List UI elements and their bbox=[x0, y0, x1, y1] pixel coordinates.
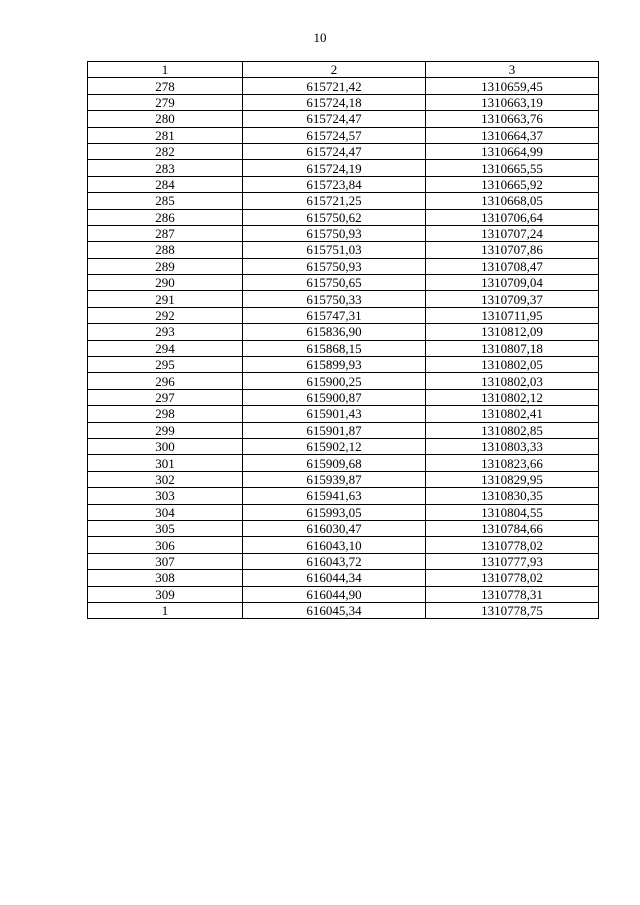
point-number-cell: 283 bbox=[88, 160, 243, 176]
y-coordinate-cell: 1310707,24 bbox=[426, 225, 599, 241]
point-number-cell: 288 bbox=[88, 242, 243, 258]
x-coordinate-cell: 615900,87 bbox=[243, 389, 426, 405]
point-number-cell: 308 bbox=[88, 570, 243, 586]
y-coordinate-cell: 1310665,92 bbox=[426, 176, 599, 192]
table-row bbox=[88, 602, 599, 618]
point-number-cell: 282 bbox=[88, 143, 243, 159]
x-coordinate-cell: 615939,87 bbox=[243, 471, 426, 487]
y-coordinate-cell: 1310778,02 bbox=[426, 570, 599, 586]
x-coordinate-cell: 615747,31 bbox=[243, 307, 426, 323]
point-number-cell: 279 bbox=[88, 94, 243, 110]
table-row bbox=[88, 94, 599, 110]
y-coordinate-cell: 1310706,64 bbox=[426, 209, 599, 225]
table-row bbox=[88, 570, 599, 586]
point-number-cell: 291 bbox=[88, 291, 243, 307]
point-number-cell: 296 bbox=[88, 373, 243, 389]
x-coordinate-cell: 615901,87 bbox=[243, 422, 426, 438]
point-number-cell: 1 bbox=[88, 602, 243, 618]
y-coordinate-cell: 1310804,55 bbox=[426, 504, 599, 520]
point-number-cell: 300 bbox=[88, 438, 243, 454]
y-coordinate-cell: 1310709,37 bbox=[426, 291, 599, 307]
y-coordinate-cell: 1310711,95 bbox=[426, 307, 599, 323]
table-row bbox=[88, 406, 599, 422]
table-row bbox=[88, 357, 599, 373]
y-coordinate-cell: 1310829,95 bbox=[426, 471, 599, 487]
x-coordinate-cell: 615724,57 bbox=[243, 127, 426, 143]
point-number-cell: 290 bbox=[88, 275, 243, 291]
column-header-2: 2 bbox=[243, 62, 426, 78]
point-number-cell: 301 bbox=[88, 455, 243, 471]
y-coordinate-cell: 1310812,09 bbox=[426, 324, 599, 340]
x-coordinate-cell: 615724,18 bbox=[243, 94, 426, 110]
y-coordinate-cell: 1310802,41 bbox=[426, 406, 599, 422]
y-coordinate-cell: 1310802,85 bbox=[426, 422, 599, 438]
x-coordinate-cell: 615902,12 bbox=[243, 438, 426, 454]
x-coordinate-cell: 615723,84 bbox=[243, 176, 426, 192]
table-row bbox=[88, 389, 599, 405]
y-coordinate-cell: 1310708,47 bbox=[426, 258, 599, 274]
y-coordinate-cell: 1310807,18 bbox=[426, 340, 599, 356]
point-number-cell: 299 bbox=[88, 422, 243, 438]
y-coordinate-cell: 1310668,05 bbox=[426, 193, 599, 209]
point-number-cell: 281 bbox=[88, 127, 243, 143]
table-row bbox=[88, 242, 599, 258]
y-coordinate-cell: 1310778,75 bbox=[426, 602, 599, 618]
page-number: 10 bbox=[313, 30, 327, 45]
point-number-cell: 303 bbox=[88, 488, 243, 504]
table-row bbox=[88, 193, 599, 209]
table-row bbox=[88, 307, 599, 323]
point-number-cell: 309 bbox=[88, 586, 243, 602]
table-row bbox=[88, 143, 599, 159]
x-coordinate-cell: 616043,72 bbox=[243, 553, 426, 569]
point-number-cell: 298 bbox=[88, 406, 243, 422]
point-number-cell: 297 bbox=[88, 389, 243, 405]
table-body bbox=[88, 78, 599, 619]
table-row bbox=[88, 291, 599, 307]
y-coordinate-cell: 1310784,66 bbox=[426, 520, 599, 536]
x-coordinate-cell: 616045,34 bbox=[243, 602, 426, 618]
x-coordinate-cell: 615909,68 bbox=[243, 455, 426, 471]
table-row bbox=[88, 78, 599, 94]
table-row bbox=[88, 553, 599, 569]
y-coordinate-cell: 1310830,35 bbox=[426, 488, 599, 504]
table-row bbox=[88, 373, 599, 389]
x-coordinate-cell: 615751,03 bbox=[243, 242, 426, 258]
x-coordinate-cell: 615899,93 bbox=[243, 357, 426, 373]
x-coordinate-cell: 616044,90 bbox=[243, 586, 426, 602]
table-row bbox=[88, 537, 599, 553]
table-row bbox=[88, 209, 599, 225]
y-coordinate-cell: 1310665,55 bbox=[426, 160, 599, 176]
x-coordinate-cell: 615900,25 bbox=[243, 373, 426, 389]
table-row bbox=[88, 340, 599, 356]
point-number-cell: 280 bbox=[88, 111, 243, 127]
y-coordinate-cell: 1310778,31 bbox=[426, 586, 599, 602]
table-row bbox=[88, 471, 599, 487]
y-coordinate-cell: 1310803,33 bbox=[426, 438, 599, 454]
y-coordinate-cell: 1310663,76 bbox=[426, 111, 599, 127]
x-coordinate-cell: 616030,47 bbox=[243, 520, 426, 536]
table-row bbox=[88, 275, 599, 291]
y-coordinate-cell: 1310664,37 bbox=[426, 127, 599, 143]
table-row bbox=[88, 422, 599, 438]
point-number-cell: 304 bbox=[88, 504, 243, 520]
coordinates-table bbox=[87, 61, 599, 619]
y-coordinate-cell: 1310707,86 bbox=[426, 242, 599, 258]
point-number-cell: 289 bbox=[88, 258, 243, 274]
x-coordinate-cell: 615750,62 bbox=[243, 209, 426, 225]
x-coordinate-cell: 615724,19 bbox=[243, 160, 426, 176]
point-number-cell: 287 bbox=[88, 225, 243, 241]
x-coordinate-cell: 615721,25 bbox=[243, 193, 426, 209]
point-number-cell: 305 bbox=[88, 520, 243, 536]
x-coordinate-cell: 615750,33 bbox=[243, 291, 426, 307]
x-coordinate-cell: 615750,93 bbox=[243, 258, 426, 274]
y-coordinate-cell: 1310777,93 bbox=[426, 553, 599, 569]
column-header-1: 1 bbox=[88, 62, 243, 78]
table-row bbox=[88, 520, 599, 536]
table-row bbox=[88, 586, 599, 602]
point-number-cell: 286 bbox=[88, 209, 243, 225]
table-row bbox=[88, 127, 599, 143]
point-number-cell: 295 bbox=[88, 357, 243, 373]
point-number-cell: 294 bbox=[88, 340, 243, 356]
point-number-cell: 278 bbox=[88, 78, 243, 94]
x-coordinate-cell: 615721,42 bbox=[243, 78, 426, 94]
x-coordinate-cell: 615750,65 bbox=[243, 275, 426, 291]
point-number-cell: 284 bbox=[88, 176, 243, 192]
point-number-cell: 293 bbox=[88, 324, 243, 340]
x-coordinate-cell: 615993,05 bbox=[243, 504, 426, 520]
header-row bbox=[88, 62, 599, 78]
x-coordinate-cell: 616044,34 bbox=[243, 570, 426, 586]
point-number-cell: 302 bbox=[88, 471, 243, 487]
table-row bbox=[88, 324, 599, 340]
table-row bbox=[88, 111, 599, 127]
column-header-3: 3 bbox=[426, 62, 599, 78]
y-coordinate-cell: 1310659,45 bbox=[426, 78, 599, 94]
x-coordinate-cell: 615901,43 bbox=[243, 406, 426, 422]
y-coordinate-cell: 1310664,99 bbox=[426, 143, 599, 159]
table-row bbox=[88, 488, 599, 504]
y-coordinate-cell: 1310802,03 bbox=[426, 373, 599, 389]
table-row bbox=[88, 258, 599, 274]
x-coordinate-cell: 615836,90 bbox=[243, 324, 426, 340]
table-row bbox=[88, 176, 599, 192]
table-row bbox=[88, 225, 599, 241]
y-coordinate-cell: 1310823,66 bbox=[426, 455, 599, 471]
y-coordinate-cell: 1310709,04 bbox=[426, 275, 599, 291]
table-row bbox=[88, 455, 599, 471]
table-header bbox=[88, 62, 599, 78]
x-coordinate-cell: 615724,47 bbox=[243, 111, 426, 127]
table-row bbox=[88, 160, 599, 176]
x-coordinate-cell: 615941,63 bbox=[243, 488, 426, 504]
point-number-cell: 307 bbox=[88, 553, 243, 569]
y-coordinate-cell: 1310663,19 bbox=[426, 94, 599, 110]
y-coordinate-cell: 1310802,05 bbox=[426, 357, 599, 373]
point-number-cell: 285 bbox=[88, 193, 243, 209]
point-number-cell: 292 bbox=[88, 307, 243, 323]
x-coordinate-cell: 615750,93 bbox=[243, 225, 426, 241]
y-coordinate-cell: 1310778,02 bbox=[426, 537, 599, 553]
x-coordinate-cell: 616043,10 bbox=[243, 537, 426, 553]
y-coordinate-cell: 1310802,12 bbox=[426, 389, 599, 405]
x-coordinate-cell: 615724,47 bbox=[243, 143, 426, 159]
x-coordinate-cell: 615868,15 bbox=[243, 340, 426, 356]
table-row bbox=[88, 438, 599, 454]
table-row bbox=[88, 504, 599, 520]
point-number-cell: 306 bbox=[88, 537, 243, 553]
